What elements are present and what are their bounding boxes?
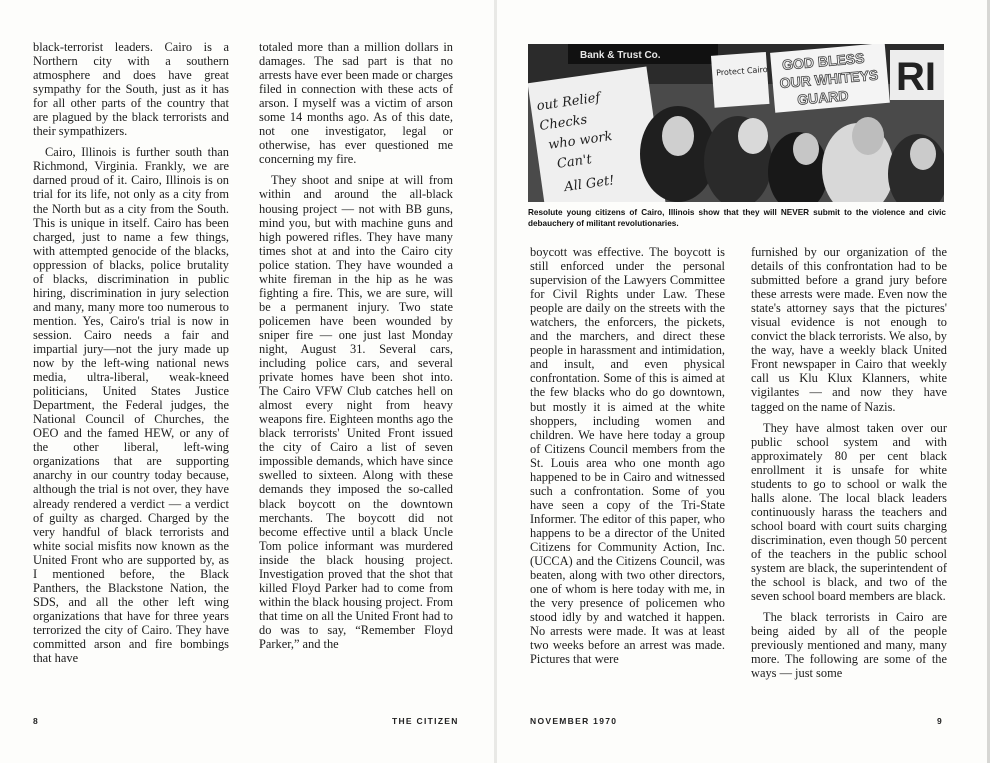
paragraph: They shoot and snipe at will from within and around the all-black housing project — not with BB guns, mind you, but with machine guns and high powered rifles. They have many times shot at and into the Cairo city police station. They have wounded a white fireman in the hip as he was fighting a fire. This, we are sure, will be a permanent injury. Two state policemen have been wounded by sniper fire — one just last Monday night, August 31. Several cars, including police cars, and several private homes have been shot into. The Cairo VFW Club catches hell on almost every night from heavy weapons fire. Eighteen months ago the black terrorists' United Front issued the city of Cairo a list of seven impossible demands, which have since swelled to sixteen. Along with these demands they imposed the so-called black boycott on the downtown merchants. The boycott did not become effective until a black Uncle Tom police informant was murdered inside the black housing project. Investigation proved that the shot that killed Floyd Parker had to come from within the black housing project. From that time on all the United Front had to do was to say, “Remember Floyd Parker,” and the	[259, 173, 453, 651]
right-page-column-1	[530, 245, 725, 666]
protest-photo-image	[528, 44, 944, 202]
paragraph: boycott was effective. The boycott is still enforced under the personal supervision of the Lawyers Committee for Civil Rights under Law. These people are daily on the streets with the watchers, the enforcers, the pickets, and the marchers, and direct these people in harassment and intimidation, and insult, and even physical confrontation. Some of this is aimed at the few blacks who do go downtown, but mostly it is aimed at the white shoppers, including women and children. We have here today a group of Citizens Council members from the St. Louis area who one month ago happened to be in Cairo and witnessed such a confrontation. Some of you have seen a copy of the Tri-State Informer. The editor of this paper, who happens to be a director of the United Citizens for Community Action, Inc. (UCCA) and the Citizens Council, was beaten, along with two other directors, one of whom is here today with me, in the very presence of policemen who stood idly by and watched it happen. No arrests were made. It was at least two weeks before an arrest was made. Pictures that were	[530, 245, 725, 667]
right-page	[497, 0, 990, 763]
protest-photo	[528, 44, 944, 202]
photo-caption: Resolute young citizens of Cairo, Illinois show that they will NEVER submit to the violence and civic debauchery of militant revolutionaries.	[528, 208, 946, 228]
right-page-column-2	[751, 245, 947, 680]
left-page	[0, 0, 494, 763]
paragraph: furnished by our organization of the details of this confrontation had to be submitted before a grand jury before these arrests were made. Even now the state's attorney says that the pictures' visual evidence is not enough to convict the black terrorists. We also, by the way, have a weekly black United Front newspaper in Cairo that weekly call us Klu Klux Klanners, white vigilantes — and now they have tagged on the name of Nazis.	[751, 245, 947, 414]
right-page-number: 9	[937, 716, 944, 726]
photo-sign-ri: RI	[896, 55, 936, 99]
paragraph: They have almost taken over our public school system and with approximately 80 per cent black enrollment it is unsafe for white students to go to school or walk the halls alone. The local black leaders continuously harass the teachers and school board with court suits charging discrimination, even though 50 percent of the teachers in the public school system are black, the superintendent of the school is black, and two of the seven school board members are black.	[751, 420, 947, 604]
left-page-number: 8	[33, 716, 40, 726]
publication-name: THE CITIZEN	[392, 716, 459, 726]
photo-sign-protect: Protect Cairo	[715, 64, 768, 78]
left-page-column-2	[259, 40, 453, 651]
paragraph: totaled more than a million dollars in damages. The sad part is that no arrests have ever been made or charges filed in connection with these acts of arson. I myself was a victim of arson some 14 months ago. As of this date, not one investigator, legal or otherwise, has ever questioned me concerning my fire.	[259, 40, 453, 167]
paragraph: Cairo, Illinois is further south than Richmond, Virginia. Frankly, we are darned proud of it. Cairo, Illinois is on trial for its life, not only as a city from the North but as a city from the South. This is unique in itself. Cairo has been charged, just to name a few things, with attempted genocide of the blacks, oppression of blacks, police brutality of blacks, discrimination in public hiring, discrimination in jury selection and many, many more too numerous to mention. Yes, Cairo's trial is now in session. Cairo needs a fair and impartial jury—not the jury made up now by the left-wing national news media, ultra-liberal, weak-kneed politicians, United States Justice Department, the Federal judges, the National Council of Churches, the OEO and the famed HEW, or any of the other liberal, left-wing organizations that are supporting anarchy in our country today because, although the trial is not over, they have already rendered a verdict — a verdict of guilty as charged. Charged by the very handful of black terrorists and white social misfits now known as the United Front who are supported by, as I mentioned before, the Black Panthers, the Blackstone Nation, the SDS, and all the other left wing organizations that have for three years terrorized the city of Cairo. They have committed arson and fire bombings that have	[33, 145, 229, 666]
paragraph: The black terrorists in Cairo are being aided by all of the people previously mentioned and many, many more. The following are some of the ways — just some	[751, 610, 947, 681]
photo-sign-relief: out Relief Checks who work Can't All Get!	[535, 90, 616, 196]
issue-date: NOVEMBER 1970	[530, 716, 618, 726]
left-page-column-1	[33, 40, 229, 665]
paragraph: black-terrorist leaders. Cairo is a Northern city with a southern atmosphere and does have great sympathy for the South, just as it has for all other parts of the country that are plagued by the black terrorists and their sympathizers.	[33, 40, 229, 139]
photo-sign-god-bless: GOD BLESS OUR WHITEYS GUARD	[779, 49, 879, 108]
photo-sign-bank: Bank & Trust Co.	[580, 50, 661, 61]
